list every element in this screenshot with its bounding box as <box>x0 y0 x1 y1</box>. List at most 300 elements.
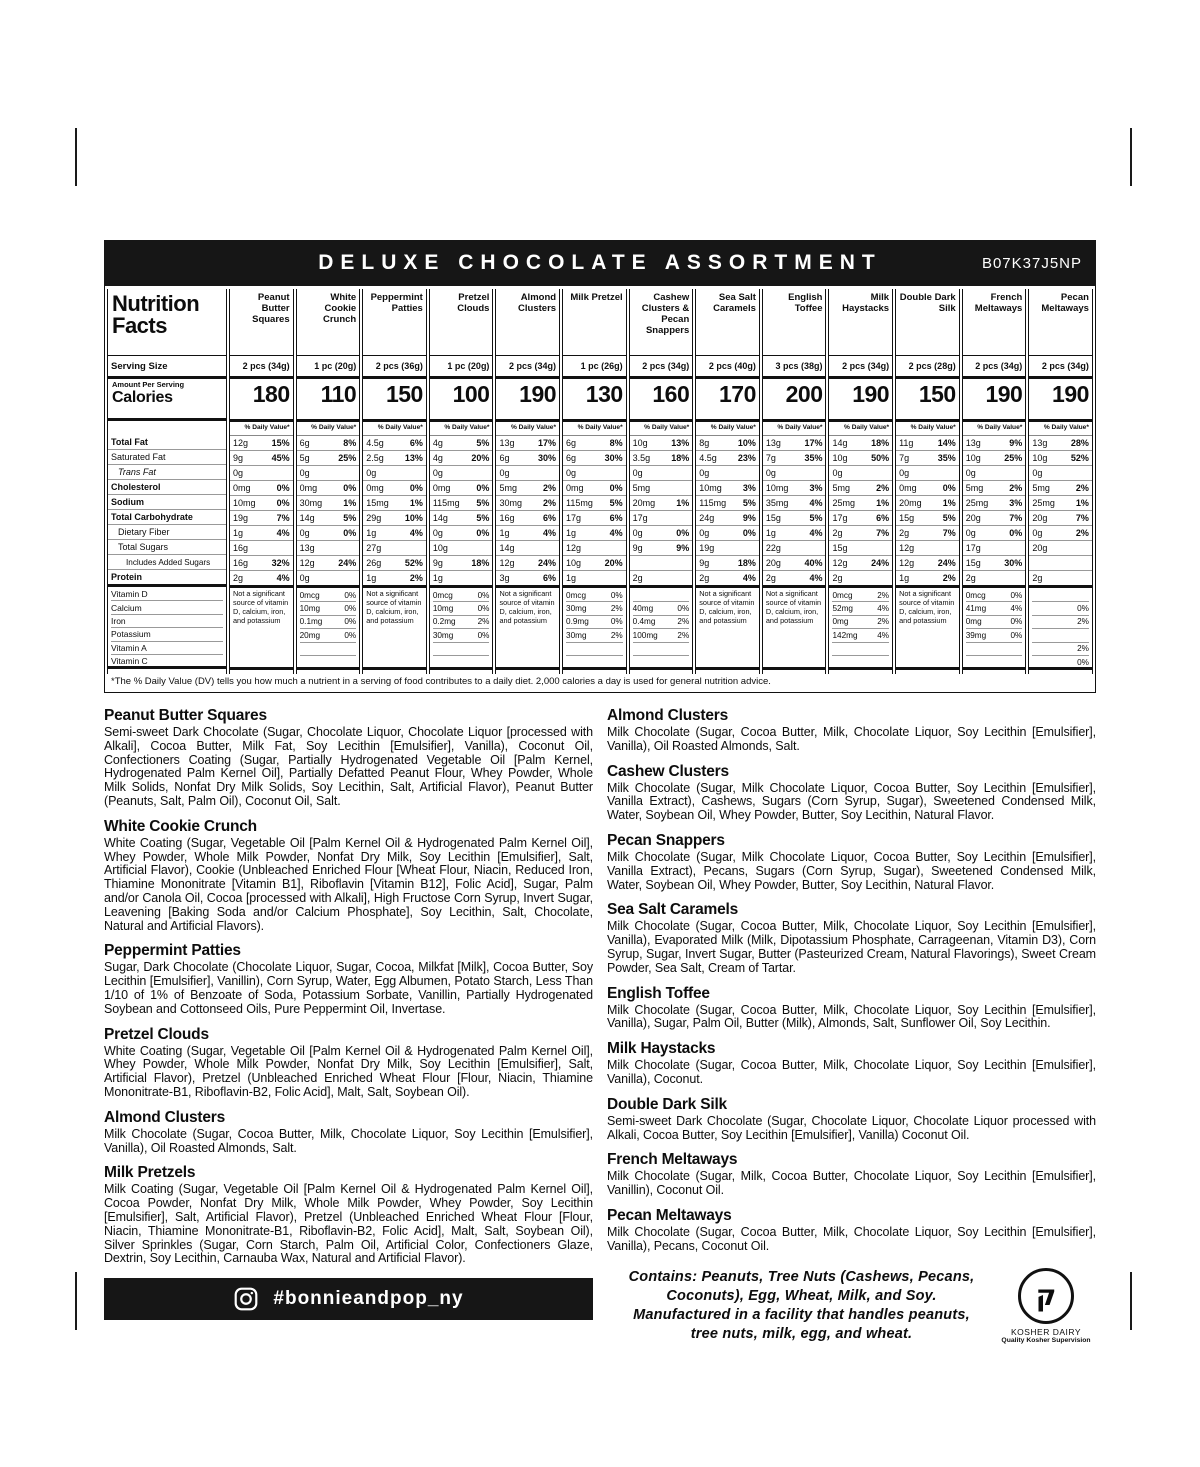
column-bottom-bar <box>1029 667 1092 674</box>
vitamin-value-row: 40mg 0% <box>633 602 690 615</box>
ingredients-left <box>104 707 593 1266</box>
ingredient-text: Milk Chocolate (Sugar, Milk, Cocoa Butter, Chocolate Liquor, Soy Lecithin [Emulsifier], Vanillin), Coconut Oil. <box>607 1169 1096 1198</box>
vitamin-row-label: Calcium <box>111 601 223 614</box>
product-calories: 190 <box>1029 379 1092 422</box>
nutrient-label-column <box>107 289 227 674</box>
product-column <box>895 289 960 674</box>
nutrient-value-row: 24g 9% <box>696 511 759 526</box>
nutrient-value-row: 8g 10% <box>696 436 759 451</box>
vitamin-value-row: 0mcg 0% <box>566 589 623 602</box>
nutrient-value-row: 7g 35% <box>896 451 959 466</box>
product-serving-size: 2 pcs (34g) <box>829 355 892 379</box>
nutrient-value-row: 6g 8% <box>297 436 360 451</box>
nutrient-value-row: 16g 32% <box>230 556 293 571</box>
crop-mark <box>75 128 77 186</box>
nutrient-value-row: 5g 25% <box>297 451 360 466</box>
nutrient-value-row: 0g <box>763 466 826 481</box>
nutrient-value-row: 0mg 0% <box>230 481 293 496</box>
nutrient-value-row: 13g <box>297 541 360 556</box>
nutrient-value-row: 3g 6% <box>496 571 559 588</box>
nutrient-value-row: 115mg 5% <box>430 496 493 511</box>
product-serving-size: 2 pcs (34g) <box>963 355 1026 379</box>
nutrient-value-row: 9g 18% <box>430 556 493 571</box>
dv-header: % Daily Value* <box>430 422 493 436</box>
column-bottom-bar <box>630 667 693 674</box>
product-calories: 190 <box>963 379 1026 422</box>
nutrient-value-row: 12g 24% <box>297 556 360 571</box>
product-calories: 200 <box>763 379 826 422</box>
nutrient-value-row: 0mg 0% <box>896 481 959 496</box>
product-column <box>296 289 361 674</box>
nutrient-value-row: 5mg <box>630 481 693 496</box>
column-bottom-bar <box>297 667 360 674</box>
instagram-icon <box>233 1286 259 1312</box>
nutrient-value-row <box>1029 556 1092 571</box>
nutrient-value-row: 1g 2% <box>896 571 959 588</box>
nutrient-value-row: 1g <box>430 571 493 588</box>
serving-size-label: Serving Size <box>108 355 226 379</box>
nutrient-value-row: 0g 0% <box>696 526 759 541</box>
ingredients-right <box>607 707 1096 1254</box>
product-name: Almond Clusters <box>518 292 557 314</box>
product-calories: 110 <box>297 379 360 422</box>
vitamin-value-row: 0.2mg 2% <box>433 616 490 629</box>
page-title: DELUXE CHOCOLATE ASSORTMENT <box>318 251 882 274</box>
ingredients-left-column <box>104 707 593 1344</box>
column-bottom-bar <box>896 667 959 674</box>
nutrient-value-row: 15g 5% <box>896 511 959 526</box>
nutrient-value-row: 35mg 4% <box>763 496 826 511</box>
product-serving-size: 2 pcs (34g) <box>1029 355 1092 379</box>
product-column <box>429 289 494 674</box>
nutrient-value-row: 11g 14% <box>896 436 959 451</box>
dv-header: % Daily Value* <box>496 422 559 436</box>
nutrient-value-row: 10g 52% <box>1029 451 1092 466</box>
nutrient-value-row: 13g 17% <box>496 436 559 451</box>
product-name: Milk Haystacks <box>842 292 890 314</box>
nutrient-value-row: 0g <box>230 466 293 481</box>
vitamin-value-row <box>633 643 690 656</box>
nutrient-row-label: Cholesterol <box>108 480 226 495</box>
product-name: Pretzel Clouds <box>457 292 490 314</box>
product-serving-size: 1 pc (26g) <box>563 355 626 379</box>
column-bottom-bar <box>363 667 426 674</box>
nutrient-value-row: 1g 4% <box>563 526 626 541</box>
vitamin-value-row: 10mg 0% <box>433 602 490 615</box>
vitamin-value-row: 100mg 2% <box>633 629 690 642</box>
ingredient-heading: Pecan Snappers <box>607 831 725 849</box>
nutrient-value-row: 17g <box>630 511 693 526</box>
nutrient-value-row: 1g <box>563 571 626 588</box>
ingredient-heading: Almond Clusters <box>104 1108 226 1126</box>
nutrient-value-row: 2g <box>1029 571 1092 588</box>
vitamin-row-label: Potassium <box>111 628 223 641</box>
nutrient-value-row: 1g 2% <box>363 571 426 588</box>
column-bottom-bar <box>430 667 493 674</box>
nss-text: Not a significant source of vitamin D, calcium, iron, and potassium <box>699 589 755 625</box>
ingredient-heading: French Meltaways <box>607 1151 738 1169</box>
nutrient-value-row: 0mg 0% <box>563 481 626 496</box>
column-bottom-bar <box>563 667 626 674</box>
product-serving-size: 2 pcs (34g) <box>630 355 693 379</box>
column-bottom-bar <box>829 667 892 674</box>
product-name: White Cookie Crunch <box>322 292 357 325</box>
column-bottom-bar <box>696 667 759 674</box>
kosher-line2: Quality Kosher Supervision <box>1001 1336 1091 1344</box>
nutrient-value-row: 12g 15% <box>230 436 293 451</box>
crop-mark <box>1130 128 1132 186</box>
vitamin-value-row: 30mg 2% <box>566 629 623 642</box>
nutrient-value-row: 10mg 0% <box>230 496 293 511</box>
nutrient-value-row: 19g <box>696 541 759 556</box>
nutrient-value-row: 16g 6% <box>496 511 559 526</box>
nutrient-value-row: 5mg 2% <box>963 481 1026 496</box>
nutrient-value-row: 17g 6% <box>563 511 626 526</box>
nutrient-value-row: 20mg 1% <box>630 496 693 511</box>
vitamin-row-label: Vitamin C <box>111 655 223 668</box>
nutrient-value-row: 0g <box>297 466 360 481</box>
ingredient-text: White Coating (Sugar, Vegetable Oil [Palm Kernel Oil & Hydrogenated Palm Kernel Oil], Whey Powder, Whole Milk Powder, Nonfat Dry Milk, Soy Lecithin [Emulsifier], Salt, Artificial Flavor), Cookie (Unbleached Enriched Flour [Wheat Flour, Niacin, Reduced Iron, Thiamine Mononitrate [Vitamin B1], Riboflavin [Vitamin B12], Folic Acid], Sugar, Palm and/or Canola Oil, Cocoa [processed with Alkali], High Fructose Corn Syrup, Invert Sugar, Leavening [Baking Soda and/or Calcium Phosphate], Soy Lecithin, Salt, Chocolate, Natural and Artificial Flavors). <box>104 835 593 933</box>
nutrient-value-row: 3.5g 18% <box>630 451 693 466</box>
product-calories: 150 <box>896 379 959 422</box>
crop-mark <box>1130 1272 1132 1330</box>
vitamin-section <box>1029 588 1092 665</box>
vitamin-section <box>297 588 360 665</box>
nutrient-value-row: 2g <box>829 571 892 588</box>
nutrient-value-row: 0mg 0% <box>363 481 426 496</box>
nutrient-value-row: 0g <box>896 466 959 481</box>
dv-header: % Daily Value* <box>896 422 959 436</box>
nutrient-value-row: 2g 4% <box>763 571 826 588</box>
product-label <box>104 240 1096 1344</box>
nutrient-value-row: 2g 4% <box>696 571 759 588</box>
nutrient-value-row: 10g <box>430 541 493 556</box>
nutrient-value-row: 4g 5% <box>430 436 493 451</box>
nss-text: Not a significant source of vitamin D, calcium, iron, and potassium <box>765 589 822 625</box>
nutrient-value-row: 0g <box>963 466 1026 481</box>
ingredient-heading: Milk Pretzels <box>104 1164 196 1182</box>
vitamin-value-row: 0% <box>1032 602 1089 615</box>
vitamin-value-row: 30mg 2% <box>566 602 623 615</box>
product-calories: 150 <box>363 379 426 422</box>
nutrient-value-row: 0mg 0% <box>297 481 360 496</box>
nutrient-value-row: 0mg 0% <box>430 481 493 496</box>
nutrient-value-row: 27g <box>363 541 426 556</box>
ingredient-heading: Peppermint Patties <box>104 942 241 960</box>
nutrient-value-row: 20g 7% <box>1029 511 1092 526</box>
vitamin-value-row <box>300 643 357 656</box>
vitamin-value-row <box>566 643 623 656</box>
nutrient-value-row: 2g 7% <box>829 526 892 541</box>
product-name: English Toffee <box>788 292 823 314</box>
ingredient-heading: Sea Salt Caramels <box>607 901 739 919</box>
vitamin-section <box>829 588 892 665</box>
nutrient-value-row: 12g 24% <box>829 556 892 571</box>
product-name: Peppermint Patties <box>370 292 423 314</box>
nutrient-value-row: 4.5g 6% <box>363 436 426 451</box>
ingredient-text: Milk Chocolate (Sugar, Cocoa Butter, Milk, Chocolate Liquor, Soy Lecithin [Emulsifier], Vanilla), Pecans, Coconut Oil. <box>607 1224 1096 1253</box>
nutrient-row-label: Trans Fat <box>108 465 226 480</box>
ingredient-text: Semi-sweet Dark Chocolate (Sugar, Chocolate Liquor, Chocolate Liquor processed with Alkali, Cocoa Butter, Soy Lecithin [Emulsifier], Vanilla) Coconut Oil. <box>607 1113 1096 1142</box>
nutrient-value-row: 17g <box>963 541 1026 556</box>
dv-footnote: *The % Daily Value (DV) tells you how much a nutrient in a serving of food contributes to a daily diet. 2,000 calories a day is used for general nutrition advice. <box>111 676 771 687</box>
row-labels <box>108 435 226 587</box>
vitamin-value-row: 0.1mg 0% <box>300 616 357 629</box>
nutrient-value-row: 10g 20% <box>563 556 626 571</box>
product-column <box>629 289 694 674</box>
nutrition-facts-table <box>104 286 1096 693</box>
nutrition-facts-title: Nutrition Facts <box>112 291 200 339</box>
column-bottom-bar <box>230 667 293 674</box>
nutrient-value-row: 12g 24% <box>496 556 559 571</box>
ingredient-heading: Almond Clusters <box>607 707 729 724</box>
nutrient-value-row: 14g 18% <box>829 436 892 451</box>
product-serving-size: 1 pc (20g) <box>430 355 493 379</box>
amount-per-serving <box>108 379 226 421</box>
ingredient-text: Milk Chocolate (Sugar, Cocoa Butter, Milk, Chocolate Liquor, Soy Lecithin [Emulsifier], Vanilla), Sugar, Palm Oil, Butter (Milk), Almonds, Salt, Sunflower Oil, Soy Lecithin. <box>607 1002 1096 1031</box>
vitamin-value-row: 0% <box>1032 656 1089 669</box>
ingredient-text: Semi-sweet Dark Chocolate (Sugar, Chocolate Liquor, Chocolate Liquor [processed with Alkali], Cocoa Butter, Milk Fat, Soy Lecithin [Emulsifier], Vanilla), Coconut Oil, Confectioners Coating (Sugar, Partially Hydrogenated Vegetable Oil [Palm Kernel, Hydrogenated Palm Kernel Oil], Partially Defatted Peanut Flour, Whey Powder, Whole Milk Solids, Nonfat Dry Milk Solids, Soy Lecithin, Salt, Artificial Flavor), Peanut Butter (Peanuts, Salt, Palm Oil), Coconut Oil, Salt. <box>104 725 593 808</box>
product-serving-size: 2 pcs (34g) <box>496 355 559 379</box>
product-serving-size: 1 pc (20g) <box>297 355 360 379</box>
nutrient-value-row: 14g 5% <box>430 511 493 526</box>
nutrient-row-label: Total Fat <box>108 435 226 450</box>
ingredient-text: Milk Chocolate (Sugar, Cocoa Butter, Milk, Chocolate Liquor, Soy Lecithin [Emulsifier], Vanilla), Oil Roasted Almonds, Salt. <box>104 1126 593 1155</box>
nutrient-row-label: Saturated Fat <box>108 450 226 465</box>
nutrient-row-label: Total Sugars <box>108 540 226 555</box>
product-calories: 100 <box>430 379 493 422</box>
product-column <box>495 289 560 674</box>
product-column <box>762 289 827 674</box>
vitamin-value-row: 0mcg 0% <box>433 589 490 602</box>
ingredient-heading: White Cookie Crunch <box>104 817 257 835</box>
nutrient-row-label: Sodium <box>108 495 226 510</box>
product-name: Peanut Butter Squares <box>252 292 290 325</box>
nutrient-value-row: 10mg 3% <box>696 481 759 496</box>
vitamin-value-row: 0.4mg 2% <box>633 616 690 629</box>
nutrient-value-row: 1g 4% <box>496 526 559 541</box>
nutrient-value-row: 25mg 3% <box>963 496 1026 511</box>
nutrient-value-row: 9g 45% <box>230 451 293 466</box>
ingredients-section <box>104 707 1096 1344</box>
vitamin-section <box>763 588 826 665</box>
vitamin-section <box>963 588 1026 665</box>
product-column <box>362 289 427 674</box>
ingredient-text: Milk Chocolate (Sugar, Milk Chocolate Liquor, Cocoa Butter, Soy Lecithin [Emulsifier], Vanilla Extract), Pecans, Sugars (Corn Syrup, Sugar), Sweetened Condensed Milk, Water, Soybean Oil, Whey Powder, Butter, Soy Lecithin, Natural Flavor. <box>607 849 1096 892</box>
nutrient-row-label: Protein <box>108 570 226 587</box>
ingredient-heading: Milk Haystacks <box>607 1040 716 1058</box>
nutrient-value-row: 115mg 5% <box>696 496 759 511</box>
product-calories: 130 <box>563 379 626 422</box>
ingredient-text: Milk Chocolate (Sugar, Cocoa Butter, Milk, Chocolate Liquor, Soy Lecithin [Emulsifier], Vanilla), Oil Roasted Almonds, Salt. <box>607 725 1096 753</box>
product-column <box>695 289 760 674</box>
vitamin-section <box>896 588 959 665</box>
product-serving-size: 2 pcs (40g) <box>696 355 759 379</box>
nutrient-value-row: 26g 52% <box>363 556 426 571</box>
allergen-block <box>607 1268 1096 1345</box>
nutrient-value-row: 0g <box>696 466 759 481</box>
nutrient-value-row: 30mg 2% <box>496 496 559 511</box>
dv-header: % Daily Value* <box>630 422 693 436</box>
vitamin-value-row: 10mg 0% <box>300 602 357 615</box>
nutrient-value-row: 0g <box>829 466 892 481</box>
product-calories: 160 <box>630 379 693 422</box>
nutrient-value-row: 0g 0% <box>297 526 360 541</box>
nutrient-value-row: 14g 5% <box>297 511 360 526</box>
nutrient-row-label: Dietary Fiber <box>108 525 226 540</box>
product-name: Cashew Clusters & Pecan Snappers <box>641 292 690 336</box>
vitamin-value-row <box>966 643 1023 656</box>
nutrient-value-row <box>630 556 693 571</box>
vitamin-row-label: Vitamin D <box>111 588 223 601</box>
nutrient-value-row: 0g <box>496 466 559 481</box>
column-bottom-bar <box>108 666 226 673</box>
nutrient-value-row: 0g <box>1029 466 1092 481</box>
nutrient-value-row: 14g <box>496 541 559 556</box>
vitamin-value-row: 2% <box>1032 643 1089 656</box>
nutrient-value-row: 2.5g 13% <box>363 451 426 466</box>
dv-header: % Daily Value* <box>230 422 293 436</box>
vitamin-section <box>696 588 759 665</box>
product-columns-wrap <box>105 286 1095 674</box>
product-name: Sea Salt Caramels <box>713 292 756 314</box>
product-serving-size: 3 pcs (38g) <box>763 355 826 379</box>
vitamin-section <box>230 588 293 665</box>
vitamin-section <box>430 588 493 665</box>
asin-code: B07K37J5NP <box>981 254 1082 272</box>
ingredient-heading: Peanut Butter Squares <box>104 707 267 724</box>
column-bottom-bar <box>763 667 826 674</box>
product-serving-size: 2 pcs (34g) <box>230 355 293 379</box>
nutrient-value-row: 29g 10% <box>363 511 426 526</box>
instagram-bar <box>104 1278 593 1320</box>
nutrient-value-row: 10g 25% <box>963 451 1026 466</box>
vitamin-value-row: 0mg 2% <box>832 616 889 629</box>
nutrient-value-row: 5mg 2% <box>1029 481 1092 496</box>
product-name: Milk Pretzel <box>570 292 623 303</box>
nutrient-row-label: Total Carbohydrate <box>108 510 226 525</box>
product-name: Pecan Meltaways <box>1041 292 1089 314</box>
nutrient-value-row: 30mg 1% <box>297 496 360 511</box>
nutrient-value-row: 6g 8% <box>563 436 626 451</box>
product-name: French Meltaways <box>974 292 1023 314</box>
nutrient-value-row: 0g <box>363 466 426 481</box>
ingredient-heading: Cashew Clusters <box>607 762 729 780</box>
nutrient-value-row: 0g <box>297 571 360 588</box>
nss-text: Not a significant source of vitamin D, calcium, iron, and potassium <box>899 589 955 625</box>
kosher-line1: KOSHER DAIRY <box>1010 1326 1082 1337</box>
vitamin-section <box>363 588 426 665</box>
ingredient-heading: Double Dark Silk <box>607 1095 727 1113</box>
dv-header: % Daily Value* <box>829 422 892 436</box>
nutrient-value-row: 20g 7% <box>963 511 1026 526</box>
nutrient-value-row: 0g 0% <box>630 526 693 541</box>
vitamin-value-row: 0mcg 0% <box>300 589 357 602</box>
vitamin-value-row <box>433 643 490 656</box>
allergen-statement: Contains: Peanuts, Tree Nuts (Cashews, Pecans, Coconuts), Egg, Wheat, Milk, and Soy. Manufactured in a facility that handles peanuts, tree nuts, milk, egg, and wheat. <box>628 1268 975 1342</box>
vitamin-row-label: Vitamin A <box>111 642 223 655</box>
nutrient-value-row: 2g <box>630 571 693 588</box>
vitamin-value-row: 41mg 4% <box>966 602 1023 615</box>
vitamin-section <box>496 588 559 665</box>
amount-label: Amount Per Serving <box>112 380 185 389</box>
nutrient-value-row: 25mg 1% <box>1029 496 1092 511</box>
nutrient-value-row: 19g 7% <box>230 511 293 526</box>
nss-text: Not a significant source of vitamin D, calcium, iron, and potassium <box>499 589 555 625</box>
vitamin-value-row <box>1032 589 1089 602</box>
product-calories: 190 <box>496 379 559 422</box>
nutrient-value-row: 13g 17% <box>763 436 826 451</box>
nutrient-value-row: 20mg 1% <box>896 496 959 511</box>
nutrient-value-row: 0g <box>430 466 493 481</box>
product-calories: 180 <box>230 379 293 422</box>
product-column <box>962 289 1027 674</box>
column-bottom-bar <box>496 667 559 674</box>
ingredient-text: Milk Chocolate (Sugar, Cocoa Butter, Milk, Chocolate Liquor, Soy Lecithin [Emulsifier], Vanilla), Evaporated Milk (Milk, Dipotassium Phosphate, Carrageenan, Vitamin D3), Corn Syrup, Sugar, Invert Sugar, Butter (Pasteurized Cream, Natural Flavorings), Sweet Cream Powder, Sea Salt, Cream of Tartar. <box>607 919 1096 975</box>
nutrient-value-row: 0g <box>630 466 693 481</box>
vitamin-value-row: 30mg 0% <box>433 629 490 642</box>
nutrient-value-row: 12g 24% <box>896 556 959 571</box>
nss-text: Not a significant source of vitamin D, calcium, iron, and potassium <box>233 589 289 625</box>
nutrient-row-label: Includes Added Sugars <box>108 555 226 570</box>
nutrient-value-row: 6g 30% <box>563 451 626 466</box>
nutrient-value-row: 9g 18% <box>696 556 759 571</box>
nutrient-value-row: 9g 9% <box>630 541 693 556</box>
nutrient-value-row: 22g <box>763 541 826 556</box>
vitamin-value-row: 2% <box>1032 616 1089 629</box>
nutrient-value-row: 2g 7% <box>896 526 959 541</box>
nutrient-value-row: 5mg 2% <box>829 481 892 496</box>
dv-header: % Daily Value* <box>297 422 360 436</box>
product-column <box>828 289 893 674</box>
nutrient-value-row: 12g <box>563 541 626 556</box>
ingredients-right-column <box>607 707 1096 1344</box>
nutrient-value-row: 15g 30% <box>963 556 1026 571</box>
nutrient-value-row: 25mg 1% <box>829 496 892 511</box>
nutrient-value-row: 15g <box>829 541 892 556</box>
nutrient-value-row: 6g 30% <box>496 451 559 466</box>
vitamin-labels <box>108 587 226 667</box>
nutrient-value-row: 2g 4% <box>230 571 293 588</box>
nutrient-value-row: 13g 28% <box>1029 436 1092 451</box>
product-calories: 190 <box>829 379 892 422</box>
product-column <box>1028 289 1093 674</box>
dv-header: % Daily Value* <box>1029 422 1092 436</box>
vitamin-value-row: 20mg 0% <box>300 629 357 642</box>
nutrient-value-row: 0g 2% <box>1029 526 1092 541</box>
ingredient-text: White Coating (Sugar, Vegetable Oil [Palm Kernel Oil & Hydrogenated Palm Kernel Oil], Whey Powder, Whole Milk Powder, Nonfat Dry Milk, Soy Lecithin [Emulsifier], Salt, Artificial Flavor), Pretzel (Unbleached Enriched Wheat Flour [Flour, Niacin, Thiamine Mononitrate-B1, Riboflavin-B2, Folic Acid], Malt, Salt, Soybean Oil). <box>104 1043 593 1099</box>
nutrient-value-row: 10mg 3% <box>763 481 826 496</box>
nutrient-value-row: 2g <box>963 571 1026 588</box>
product-serving-size: 2 pcs (28g) <box>896 355 959 379</box>
nutrient-value-row: 20g <box>1029 541 1092 556</box>
product-name: Double Dark Silk <box>899 292 956 314</box>
nutrient-value-row: 10g 50% <box>829 451 892 466</box>
nutrient-value-row: 1g 4% <box>230 526 293 541</box>
vitamin-value-row <box>1032 629 1089 642</box>
nutrient-value-row: 13g 9% <box>963 436 1026 451</box>
vitamin-value-row <box>832 643 889 656</box>
dv-header: % Daily Value* <box>696 422 759 436</box>
ingredient-text: Sugar, Dark Chocolate (Chocolate Liquor, Sugar, Cocoa, Milkfat [Milk], Cocoa Butter, Soy Lecithin [Emulsifier], Vanillin), Corn Syrup, Water, Egg Albumen, Potato Starch, Less Than 1/10 of 1% of Benzoate of Soda, Potassium Sorbate, Vanillin, Partially Hydrogenated Soybean and Cottonseed Oils, Pure Peppermint Oil, Invertase. <box>104 960 593 1016</box>
kosher-logo-icon: ק <box>1018 1268 1074 1324</box>
nutrient-value-row: 4.5g 23% <box>696 451 759 466</box>
nutrient-value-row: 16g <box>230 541 293 556</box>
nutrient-value-row: 4g 20% <box>430 451 493 466</box>
vitamin-value-row: 39mg 0% <box>966 629 1023 642</box>
nss-text: Not a significant source of vitamin D, calcium, iron, and potassium <box>366 589 422 625</box>
nutrient-value-row: 20g 40% <box>763 556 826 571</box>
